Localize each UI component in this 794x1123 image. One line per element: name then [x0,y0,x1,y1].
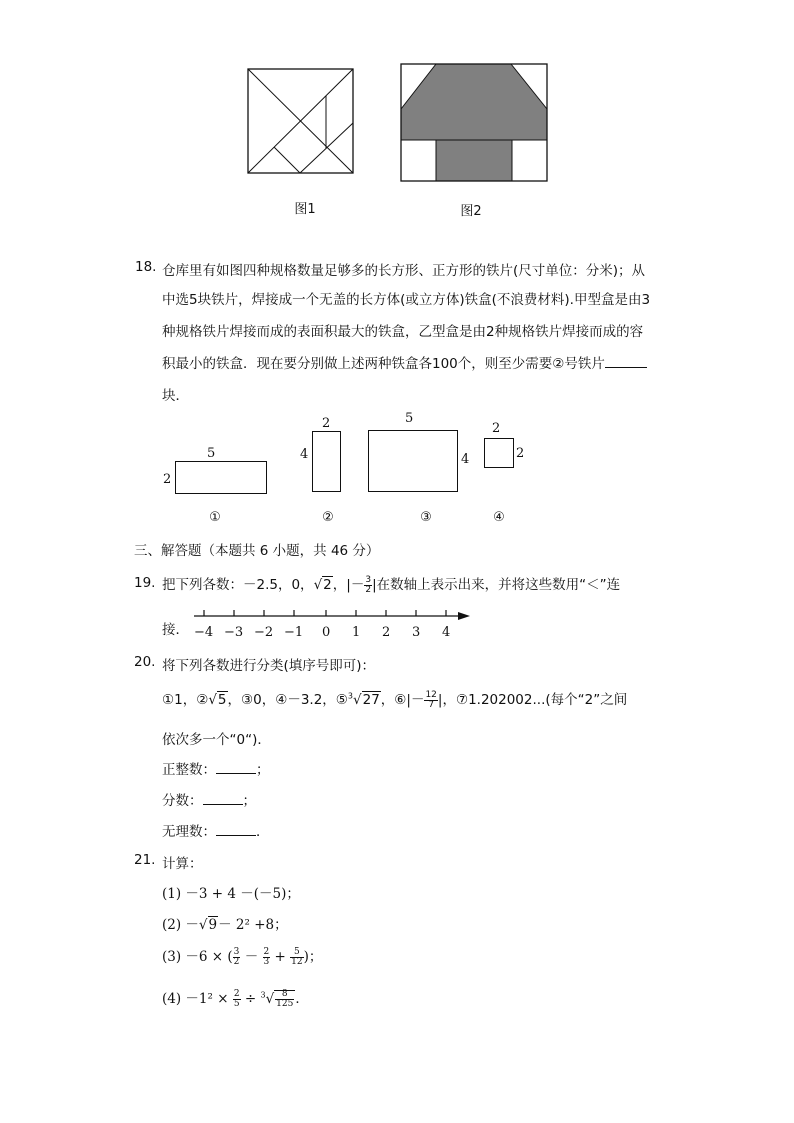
q20-cat-3-end: ． [256,824,270,840]
q20-sqrt-sign: √ [208,692,217,708]
q21-p3-frac-3 [290,948,303,967]
q19-sep: ， [332,577,347,593]
q18-line-4-text: 积最小的铁盒．现在要分别做上述两种铁盒各100个，则至少需要②号铁片 [162,356,605,372]
q18-number: 18. [135,259,157,275]
q20-number: 20. [134,654,156,670]
tick-label: 4 [442,625,451,640]
q19-numbers: －2.5，0， [243,577,314,593]
q20-cat-irrationals [162,820,270,840]
q21-p3-plus: + [274,949,286,965]
q20-item-5-index: 3 [347,691,353,701]
q21-p4-f2-num: 8 [275,990,294,1000]
q20-item-3: ③0， [241,692,276,708]
piece-1-height: 2 [163,472,172,487]
tick-label: 0 [322,625,331,640]
q21-p3-f1-num: 3 [233,947,240,957]
tick-label: 2 [382,625,391,640]
piece-2-label: ② [322,510,334,525]
figure-1-caption: 图1 [294,202,316,217]
piece-1-rect [175,461,267,494]
q21-p4-f1-den: 5 [233,999,240,1009]
q18-line-1: 仓库里有如图四种规格数量足够多的长方形、正方形的铁片(尺寸单位：分米)；从 [162,263,646,279]
q21-p4-div: ÷ [244,991,257,1007]
tick-label: 1 [352,625,361,640]
q19-abs-close: | [372,577,377,593]
q21-p4-root-sign: √ [265,991,275,1007]
q19-frac-den: 2 [365,584,372,595]
q19-line-2: 接． [162,622,189,638]
q21-p3-frac-1 [233,948,241,967]
piece-3-rect [368,430,458,492]
q20-cat-3-blank[interactable] [216,834,256,836]
q20-cat-2-end: ； [242,793,256,809]
q21-p4-root-index: 3 [260,990,266,1000]
piece-3-height: 4 [461,452,470,467]
q20-cat-2-label: 分数： [162,793,203,809]
q21-p3-b: )； [303,949,323,965]
piece-4-width: 2 [492,421,501,436]
figure-1-tangram [247,68,355,174]
figure-2-shirt [400,63,549,183]
piece-2-rect [312,431,341,492]
section-3-title: 三、解答题（本题共 6 小题，共 46 分） [134,543,380,559]
q21-p3-a: (3) －6 × ( [162,949,233,965]
q20-cat-positive-integers [162,758,270,778]
q20-item-5-sep: ， [380,692,395,708]
q21-p3-f3-den: 12 [291,957,303,967]
q20-item-7: ⑦1.202002...(每个“2”之间 [455,692,628,708]
q21-title: 计算： [162,856,203,872]
q20-item-6-close: |， [437,692,456,708]
q20-item-4: ④－3.2， [275,692,336,708]
tick-label: −2 [254,625,274,640]
piece-3-label: ③ [420,510,432,525]
q20-item-6-fraction [424,691,437,710]
q20-line-2: 依次多一个“0“)． [162,732,271,748]
q20-item-5-value: 27 [362,692,380,708]
q19-text-a: 把下列各数： [162,577,243,593]
q21-p4-a: (4) －1² × [162,991,229,1007]
q18-line-2: 中选5块铁片，焊接成一个无盖的长方体(或立方体)铁盒(不浪费材料).甲型盒是由3 [162,292,651,308]
q21-p3-f2-num: 2 [263,947,270,957]
q19-sqrt-sign: √ [313,577,323,593]
piece-2-height: 4 [300,447,309,462]
q21-p4-f2-den: 125 [276,999,294,1009]
piece-2-width: 2 [322,416,331,431]
q20-item-2-sep: ， [227,692,242,708]
q21-p3-f3-num: 5 [290,948,303,958]
q21-p3-f2-den: 3 [263,957,270,967]
q20-cuberoot-sign: √ [353,692,362,708]
q19-abs-open: |－ [346,577,365,593]
q21-part-4 [162,987,309,1009]
q20-item-2-value: 5 [217,692,227,708]
tick-label: −4 [194,625,214,640]
q20-items [162,688,627,710]
q21-p2-a: (2) － [162,917,199,933]
q21-p4-frac-2 [275,990,294,1009]
q21-part-1: (1) －3 + 4 －(－5)； [162,886,300,902]
piece-1-label: ① [209,510,221,525]
q18-line-4 [162,352,647,372]
piece-3-width: 5 [405,411,414,426]
q18-line-3: 种规格铁片焊接而成的表面积最大的铁盒，乙型盒是由2种规格铁片焊接而成的容 [162,324,644,340]
q20-item-6-den: 7 [428,699,435,710]
piece-4-rect [484,438,514,468]
q18-line-5: 块． [162,388,189,404]
q21-p4-f1-num: 2 [233,989,240,999]
tick-label: 3 [412,625,421,640]
q20-cat-fractions [162,789,256,809]
q20-cat-1-end: ； [256,762,270,778]
q21-p3-frac-2 [263,948,271,967]
q20-cat-1-label: 正整数： [162,762,216,778]
q20-cat-3-label: 无理数： [162,824,216,840]
q21-part-3 [162,945,322,967]
q20-item-2-label: ② [196,692,209,708]
piece-1-width: 5 [207,446,216,461]
q18-answer-blank[interactable] [605,366,647,368]
q19-frac-num: 3 [365,574,372,585]
q21-p4-root-body [274,990,295,1007]
q19-line-1 [162,573,620,595]
q21-part-2 [162,913,288,933]
q20-cat-2-blank[interactable] [203,803,243,805]
piece-4-height: 2 [516,446,525,461]
q21-p2-sqrt-sign: √ [198,917,208,933]
q21-number: 21. [134,852,156,868]
q20-item-5-label: ⑤ [335,692,348,708]
piece-4-label: ④ [493,510,505,525]
q21-p2-sqrt-value: 9 [208,917,218,933]
q19-text-b: 在数轴上表示出来，并将这些数用“＜”连 [376,577,621,593]
q21-p3-minus: － [244,949,259,965]
q19-sqrt-value: 2 [323,577,332,593]
q21-p3-f1-den: 2 [233,957,240,967]
q19-number: 19. [134,575,156,591]
q21-p4-frac-1 [233,990,241,1009]
q20-title: 将下列各数进行分类(填序号即可)： [162,658,376,674]
q20-item-1: ①1， [162,692,197,708]
q21-p4-b: ． [295,991,309,1007]
tick-label: −1 [284,625,304,640]
tick-label: −3 [224,625,244,640]
figure-2-caption: 图2 [460,204,482,219]
q21-p2-c: － 2² +8； [218,917,288,933]
q20-item-6-open: ⑥|－ [394,692,425,708]
q20-item-6-num: 12 [425,689,437,700]
q20-cat-1-blank[interactable] [216,772,256,774]
q19-fraction [364,576,372,595]
